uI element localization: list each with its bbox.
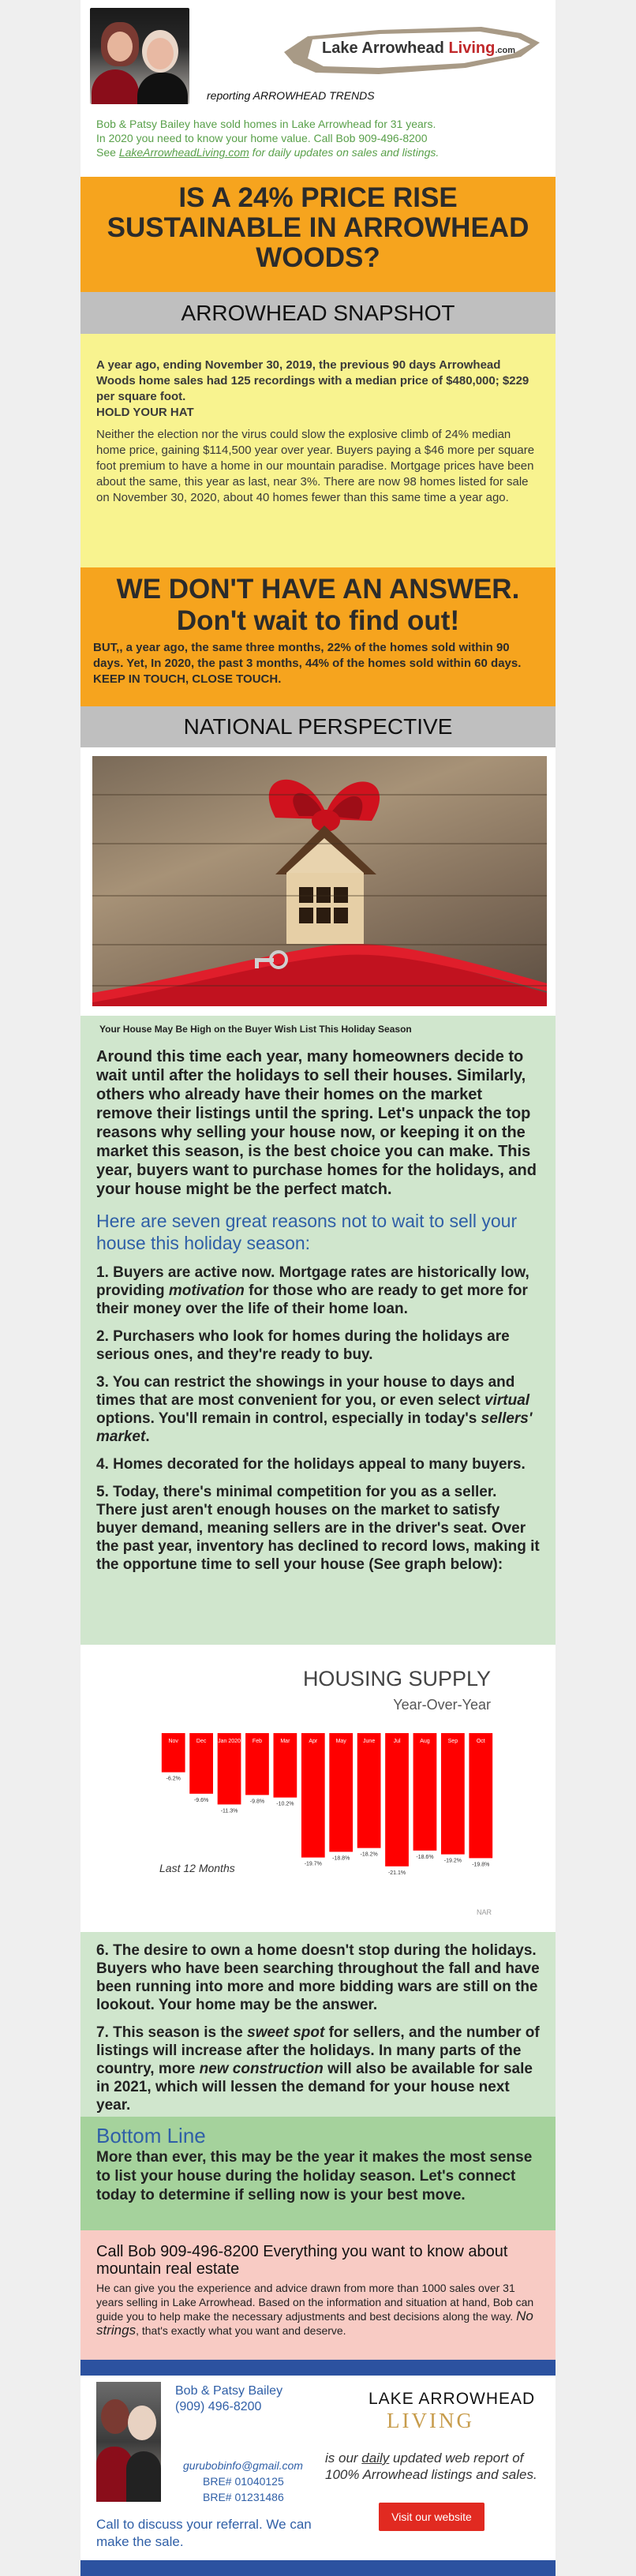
answer-block — [80, 567, 556, 706]
chart-category-label: June — [363, 1739, 376, 1744]
signature-email-text[interactable]: gurubobinfo@gmail.com — [183, 2459, 303, 2472]
signature-block — [80, 2376, 556, 2560]
chart-category-label: Mar — [280, 1739, 290, 1744]
chart-value-label: -9.8% — [249, 1799, 265, 1805]
reason-1 — [96, 1264, 540, 1318]
chart-value-label: -11.3% — [220, 1808, 238, 1814]
chart-bar — [441, 1733, 465, 1855]
signature-desc-a: is our — [325, 2451, 362, 2466]
answer-title — [80, 567, 556, 637]
chart-source: NAR — [476, 1908, 492, 1916]
housing-supply-chart-svg — [124, 1645, 518, 1932]
reason-3-emphasis-2: sellers' market — [96, 1410, 533, 1445]
logo-text-accent: Living — [448, 39, 496, 57]
chart-value-label: -10.2% — [276, 1801, 294, 1807]
national-title: NATIONAL PERSPECTIVE — [80, 706, 556, 747]
reason-3-text-b: options. You'll remain in control, especially in today's — [96, 1410, 481, 1427]
reason-7 — [96, 2024, 540, 2114]
signature-description — [325, 2450, 550, 2483]
bottom-line-block — [80, 2117, 556, 2230]
chart-value-label: -18.6% — [416, 1854, 434, 1860]
signature-desc-b: updated web report of 100% Arrowhead listings and sales. — [325, 2451, 537, 2482]
call-no-strings: No strings — [96, 2308, 533, 2338]
chart-category-label: Oct — [476, 1739, 485, 1744]
snapshot-title: ARROWHEAD SNAPSHOT — [80, 292, 556, 334]
call-bob-block — [80, 2230, 556, 2360]
chart-category-label: Sep — [447, 1739, 458, 1744]
logo-text-main: Lake Arrowhead — [322, 39, 444, 57]
bailey-couple-photo — [90, 8, 189, 104]
signature-licenses — [203, 2473, 284, 2505]
referral-text: Call to discuss your referral. We can make the sale. — [96, 2517, 312, 2549]
intro-line-3 — [96, 145, 538, 159]
chart-bars — [162, 1733, 492, 1876]
reason-7-emphasis: sweet spot — [247, 2024, 325, 2041]
chart-value-label: -18.2% — [360, 1852, 378, 1858]
chart-category-label: Dec — [196, 1739, 207, 1744]
tagline: reporting ARROWHEAD TRENDS — [207, 89, 375, 102]
snapshot-block — [80, 334, 556, 567]
reason-3-emphasis: virtual — [484, 1392, 530, 1409]
bottom-line-title: Bottom Line — [96, 2124, 206, 2147]
answer-line-2: Don't wait to find out! — [176, 605, 460, 636]
chart-bar — [385, 1733, 409, 1866]
chart-category-label: Jul — [393, 1739, 401, 1744]
bre-license-1: BRE# 01040125 — [203, 2475, 284, 2488]
national-article — [80, 1016, 556, 1645]
chart-bar — [413, 1733, 437, 1851]
answer-line-1: WE DON'T HAVE AN ANSWER. — [116, 574, 520, 605]
chart-title: HOUSING SUPPLY — [302, 1667, 491, 1690]
intro-tail: for daily updates on sales and listings. — [249, 146, 440, 159]
signature-logo-line-1: LAKE ARROWHEAD — [369, 2390, 536, 2408]
chart-category-label: Nov — [168, 1739, 178, 1744]
reason-5: 5. Today, there's minimal competition for you as a seller. There just aren't enough houses on the market to satisfy buyer demand, meaning sellers are in the driver's seat. Over the past year, inventory has declined to record lows, making it the opportune time to sell your house (See graph below): — [96, 1484, 540, 1573]
chart-category-label: Jan 2020 — [218, 1739, 241, 1744]
bottom-line-body: More than ever, this may be the year it makes the most sense to list your house during the holiday season. Let's connect today to determine if selling now is your best move. — [96, 2149, 533, 2203]
intro-line-2: In 2020 you need to know your home value. Call Bob 909-496-8200 — [96, 132, 428, 144]
chart-category-label: Feb — [252, 1739, 262, 1744]
signature-contact — [175, 2383, 282, 2415]
snapshot-para-1-text: A year ago, ending November 30, 2019, the previous 90 days Arrowhead Woods home sales had 125 recordings with a median price of $480,000; $229 per square foot. — [96, 358, 529, 403]
signature-email[interactable] — [183, 2458, 303, 2473]
reason-2: 2. Purchasers who look for homes during the holidays are serious ones, and they're ready to buy. — [96, 1328, 510, 1363]
headline-block — [80, 177, 556, 292]
headline-title: IS A 24% PRICE RISE SUSTAINABLE IN ARROWHEAD WOODS? — [107, 182, 529, 273]
chart-category-label: Aug — [420, 1739, 430, 1744]
reason-1-text-a: . Buyers are active now. Mortgage rates are historically low, providing — [96, 1264, 529, 1299]
logo-text — [322, 39, 515, 58]
website-link[interactable]: LakeArrowheadLiving.com — [118, 146, 249, 159]
reasons-heading: Here are seven great reasons not to wait to sell your house this holiday season: — [96, 1211, 518, 1253]
chart-note: Last 12 Months — [159, 1862, 235, 1874]
chart-category-label: Apr — [309, 1739, 318, 1744]
chart-bar — [329, 1733, 353, 1852]
reason-7-emphasis-2: new construction — [199, 2061, 324, 2077]
call-body-text: He can give you the experience and advice drawn from more than 1000 sales over 31 years selling in Lake Arrowhead. Based on the information and situation at hand, Bob can guide you to help make the necessary adjustments and best decisions along the way. — [96, 2282, 534, 2323]
chart-value-label: -18.8% — [332, 1855, 350, 1862]
snapshot-para-2: Neither the election nor the virus could slow the explosive climb of 24% median home price, gaining $114,500 year over year. Buyers paying a $46 more per square foot premium to have a home in our mountain paradise. Mortgage prices have been about the same, this year as last, near 3%. There are now 98 homes listed for sale on November 30, 2020, about 40 homes fewer than this same time a year ago. — [96, 428, 535, 504]
chart-category-label: May — [335, 1739, 346, 1744]
divider-bar-top — [80, 2360, 556, 2376]
intro-line-1: Bob & Patsy Bailey have sold homes in Lake Arrowhead for 31 years. — [96, 118, 436, 130]
holiday-house-image — [92, 756, 547, 1006]
call-body-tail: , that's exactly what you want and deserve. — [136, 2324, 346, 2337]
snapshot-hold-hat: HOLD YOUR HAT — [96, 406, 194, 419]
chart-value-label: -19.8% — [472, 1862, 490, 1868]
chart-subtitle: Year-Over-Year — [393, 1697, 491, 1713]
logo-text-suffix: .com — [495, 46, 516, 55]
reason-6: 6. The desire to own a home doesn't stop during the holidays. Buyers who have been searching throughout the fall and have been running into more and more bidding wars are still on the lookout. Your home may be the answer. — [96, 1942, 540, 2013]
newsletter-header — [80, 0, 556, 126]
chart-value-label: -9.6% — [193, 1797, 209, 1803]
divider-bar-bottom — [80, 2560, 556, 2576]
reason-1-number: 1 — [96, 1264, 105, 1281]
reason-3-text-a: 3. You can restrict the showings in your house to days and times that are most convenient for you, or even select — [96, 1374, 515, 1409]
snapshot-para-1 — [96, 358, 540, 421]
reason-7-text-b: for sellers, and the number of listings will increase after the holidays. In many parts of the country, more — [96, 2024, 540, 2077]
chart-bar — [301, 1733, 325, 1858]
national-article-continued — [80, 1932, 556, 2117]
bre-license-2: BRE# 01231486 — [203, 2491, 284, 2503]
signature-photo — [96, 2382, 161, 2502]
intro-block — [96, 117, 538, 159]
chart-value-label: -21.1% — [387, 1870, 406, 1876]
reason-3 — [96, 1373, 540, 1446]
reason-4: 4. Homes decorated for the holidays appeal to many buyers. — [96, 1456, 526, 1473]
newsletter-email — [80, 0, 556, 2576]
reason-1-text-b: for those who are ready to get more for their money over the life of their home loan. — [96, 1282, 528, 1317]
call-body — [96, 2281, 540, 2338]
answer-body: BUT,, a year ago, the same three months, 22% of the homes sold within 90 days. Yet, In 2020, the past 3 months, 44% of the homes sold within 60 days. KEEP IN TOUCH, CLOSE TOUCH. — [93, 641, 522, 686]
signature-phone[interactable]: (909) 496-8200 — [175, 2400, 262, 2413]
intro-see: See — [96, 146, 119, 159]
chart-bar — [469, 1733, 492, 1858]
reason-7-text-c: will also be available for sale in 2021, which will lessen the demand for your house next year. — [96, 2061, 533, 2114]
article-lead: Around this time each year, many homeowners decide to wait until after the holidays to sell their houses. Similarly, others who already have their homes on the market remove their listings until the spring. Let's unpack the top reasons why selling your house now, or keeping it on the market this season, is the best choice you can make. This year, buyers want to purchase homes for the holidays, and your house might be the perfect match. — [96, 1048, 537, 1198]
reason-3-text-c: . — [145, 1428, 150, 1445]
visit-website-button[interactable]: Visit our website — [379, 2503, 484, 2531]
article-caption: Your House May Be High on the Buyer Wish List This Holiday Season — [99, 1024, 412, 1035]
housing-supply-chart — [80, 1645, 556, 1932]
call-heading: Call Bob 909-496-8200 Everything you want to know about mountain real estate — [96, 2243, 508, 2278]
chart-value-label: -19.2% — [443, 1858, 462, 1864]
chart-value-label: -19.7% — [304, 1861, 322, 1867]
chart-bar — [357, 1733, 381, 1848]
reason-1-emphasis: motivation — [168, 1282, 245, 1299]
chart-value-label: -6.2% — [166, 1776, 181, 1782]
signature-names: Bob & Patsy Bailey — [175, 2384, 283, 2398]
signature-desc-daily: daily — [361, 2451, 390, 2466]
signature-logo-line-2: LIVING — [387, 2409, 474, 2432]
reason-7-text-a: 7. This season is the — [96, 2024, 248, 2041]
